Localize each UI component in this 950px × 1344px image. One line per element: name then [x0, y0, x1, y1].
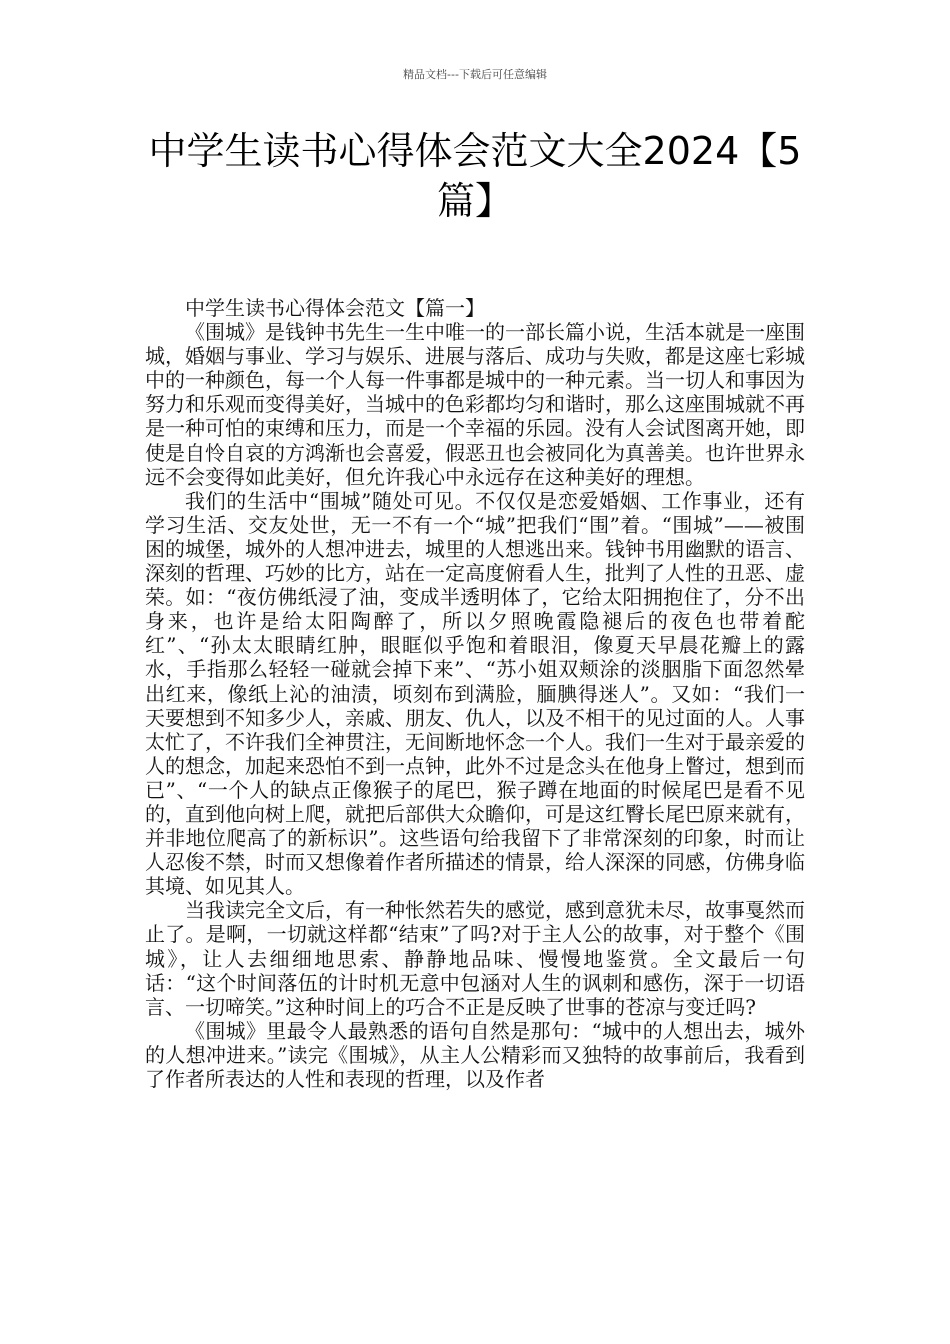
- paragraph: 当我读完全文后，有一种怅然若失的感觉，感到意犹未尽，故事戛然而止了。是啊，一切就这样都“结束”了吗?对于主人公的故事，对于整个《围城》，让人去细细地思索、静静地品味、慢慢地鉴赏。全文最后一句话：“这个时间落伍的计时机无意中包涵对人生的讽刺和感伤，深于一切语言、一切啼笑。”这种时间上的巧合不正是反映了世事的苍凉与变迁吗?: [145, 898, 805, 1019]
- paragraph: 《围城》是钱钟书先生一生中唯一的一部长篇小说，生活本就是一座围城，婚姻与事业、学习与娱乐、进展与落后、成功与失败，都是这座七彩城中的一种颜色，每一个人每一件事都是城中的一种元素。当一切人和事因为努力和乐观而变得美好，当城中的色彩都均匀和谐时，那么这座围城就不再是一种可怕的束缚和压力，而是一个幸福的乐园。没有人会试图离开她，即使是自怜自哀的方鸿渐也会喜爱，假恶丑也会被同化为真善美。也许世界永远不会变得如此美好，但允许我心中永远存在这种美好的理想。: [145, 320, 805, 489]
- section-title: 中学生读书心得体会范文【篇一】: [185, 296, 485, 320]
- paragraph: 我们的生活中“围城”随处可见。不仅仅是恋爱婚姻、工作事业，还有学习生活、交友处世，无一不有一个“城”把我们“围”着。“围城”——被围困的城堡，城外的人想冲进去，城里的人想逃出来。钱钟书用幽默的语言、深刻的哲理、巧妙的比方，站在一定高度俯看人生，批判了人性的丑恶、虚荣。如：“夜仿佛纸浸了油，变成半透明体了，它给太阳拥抱住了，分不出身来，也许是给太阳陶醉了，所以夕照晚霞隐褪后的夜色也带着酡红”、“孙太太眼睛红肿，眼眶似乎饱和着眼泪，像夏天早晨花瓣上的露水，手指那么轻轻一碰就会掉下来”、“苏小姐双颊涂的淡胭脂下面忽然晕出红来，像纸上沁的油渍，顷刻布到满脸，腼腆得迷人”。又如：“我们一天要想到不知多少人，亲戚、朋友、仇人，以及不相干的见过面的人。人事太忙了，不许我们全神贯注，无间断地怀念一个人。我们一生对于最亲爱的人的想念，加起来恐怕不到一点钟，此外不过是念头在他身上瞥过，想到而已”、“一个人的缺点正像猴子的尾巴，猴子蹲在地面的时候尾巴是看不见的，直到他向树上爬，就把后部供大众瞻仰，可是这红臀长尾巴原来就有，并非地位爬高了的新标识”。这些语句给我留下了非常深刻的印象，时而让人忍俊不禁，时而又想像着作者所描述的情景，给人深深的同感，仿佛身临其境、如见其人。: [145, 488, 805, 899]
- document-title: 中学生读书心得体会范文大全2024【5篇】: [148, 129, 802, 223]
- paragraph: 《围城》里最令人最熟悉的语句自然是那句：“城中的人想出去，城外的人想冲进来。”读完《围城》，从主人公精彩而又独特的故事前后，我看到了作者所表达的人性和表现的哲理，以及作者: [145, 1018, 805, 1091]
- page-header-watermark: 精品文档---下载后可任意编辑: [403, 68, 547, 81]
- document-body: [145, 296, 805, 1091]
